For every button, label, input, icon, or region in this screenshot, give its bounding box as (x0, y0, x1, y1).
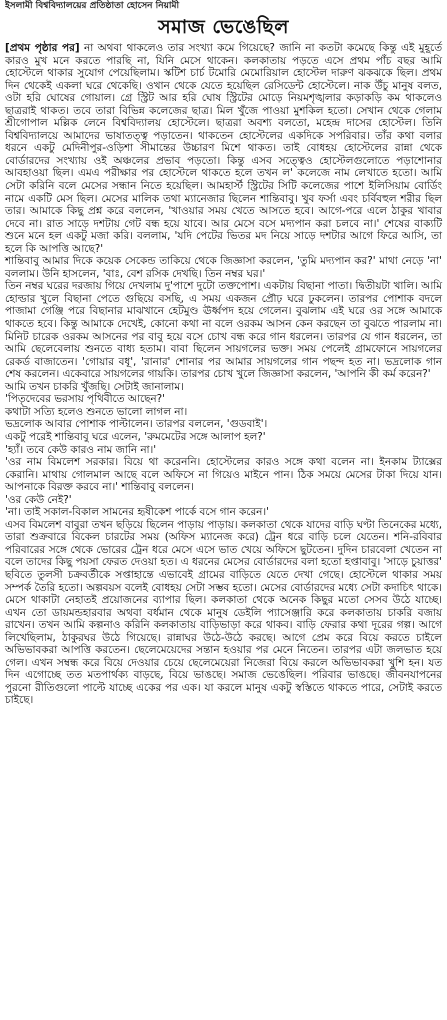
continuation-label: [প্রথম পৃষ্ঠার পর] (5, 42, 80, 54)
running-header: ইসলামী বিশ্ববিদ্যালয়ের প্রতিষ্ঠাতা হোসেন নিয়ামী (5, 1, 180, 11)
paragraph-4: আমি তখন চাকরি খুঁজছি। সেটাই জানালাম। (5, 380, 184, 393)
article-body (5, 42, 442, 707)
paragraph-12: 'না। তাই সকাল-বিকাল সামনের হৃষীকেশ পার্কে বসে গান করেন।' (5, 506, 269, 519)
paragraph-2: শান্তিবাবু আমার দিকে কয়েক সেকেন্ড তাকিয়ে থেকে জিজ্ঞাসা করলেন, 'তুমি মদ্যপান কর?' মাথা নেড়ে 'না' বললাম। উনি হাসলেন, 'বাঃ, বেশ রসিক দেখছি। তিন নম্বর ঘর।' (5, 255, 442, 280)
paragraph-3: তিন নম্বর ঘরের দরজায় গিয়ে দেখলাম দু'পাশে দুটো তক্তপোশ। একটায় বিছানা পাতা। দ্বিতীয়টা খালি। আমি হোল্ডার খুলে বিছানা পেতে গুছিয়ে বসছি, এ সময় একজন প্রৌঢ় ঘরে ঢুকলেন। তারপর পোশাক বদলে পাজামা গেঞ্জি পরে বিছানার মাঝখানে হেটমুণ্ড ঊর্ধ্বপদ হয়ে গেলেন। বুঝলাম এই ঘরে ওর সঙ্গে আমাকে থাকতে হবে। কিন্তু আমাকে দেখেই, কোনো কথা না বলে ওরকম আসন কেন করছেন তা বুঝতে পারলাম না। মিনিট চারেক ওরকম আসনের পর বাবু হয়ে বসে চোখ বন্ধ করে গান ধরলেন। তারপর যে গান ধরলেন, তা আমি ছেলেবেলায় শুনতে বাধ্য হতাম। বাবা ছিলেন সায়গলের ভক্ত। সময় পেলেই গ্রামফোনে সায়গলের রেকর্ড বাজাতেন। 'গোয়ার বধূ', 'রানার' শোনার পর আমার সায়গলের গান পছন্দ হত না। ভদ্রলোক গান শেষ করলেন। একেবারে সায়গলের গায়কি। তারপর চোখ খুলে জিজ্ঞাসা করলেন, 'আপনি কী কর্ম করেন?' (5, 280, 442, 381)
paragraph-10: 'ওর নাম বিমলেশ সরকার। বিয়ে থা করেননি। হোস্টেলের কারও সঙ্গে কথা বলেন না। ইনকাম ট্যাক্সের কেরানি। মাথায় গোলমাল আছে বলে অফিসে না গিয়েও মাইনে পান। ঠিক সময়ে মেসের টাকা দিয়ে যান। আপনাকে বিরক্ত করবে না।' শান্তিবাবু বললেন। (5, 456, 442, 494)
paragraph-9: 'হ্যাঁ। তবে কেউ কারও নাম জানি না।' (5, 443, 157, 456)
paragraph-13: এসব বিমলেশ বাবুরা তখন ছড়িয়ে ছিলেন পাড়ায় পাড়ায়। কলকাতা থেকে যাদের বাড়ি ঘণ্টা তিনেকের মধ্যে, তারা শুক্রবারে বিকেল চারটের সময় (অফিস ম্যানেজ করে) ট্রেন ধরে বাড়ি চলে যেতেন। শনি-রবিবার পরিবারের সঙ্গে থেকে ভোরের ট্রেন ধরে মেসে এসে ভাত খেয়ে অফিসে ছুটতেন। দুদিন চারবেলা খেতেন না বলে তাদের কিছু পয়সা ফেরত দেওয়া হত। এ ধরনের মেসের বোর্ডারদের বলা হতো হপ্তাবাবু। 'সাড়ে চুয়াত্তর' ছবিতে তুলসী চক্রবর্তীকে সপ্তাহান্তে এভাবেই গ্রামের বাড়িতে যেতে দেখা গেছে। হোস্টেলে থাকার সময় সম্পর্ক তৈরি হতো। অল্পবয়স বলেই বোধহয় সেটা সম্ভব হতো। মেসের বোর্ডারদের মধ্যে সেটা কদাচিৎ থাকে। মেসে থাকাটা নেহাতই প্রয়োজনের ব্যাপার ছিল। কলকাতা থেকে অনেক কিছুর মতো সেসব উঠে যাচ্ছে। এখন তো ডায়মন্ডহারবার অথবা বর্ধমান থেকে মানুষ ডেইলি প্যাসেঞ্জারি করে কলকাতায় চাকরি বজায় রাখেন। তখন আমি কল্পনাও করিনি কলকাতায় বাড়িভাড়া করে থাকব। বাড়ি ফেরার কথা দূরের গল্প। আগে লিখেছিলাম, ঠাকুরঘর উঠে গিয়েছে। রান্নাঘর উঠে-উঠে করছে। আগে প্রেম করে বিয়ে করতে চাইলে অভিভাবকরা আপত্তি করতেন। ছেলেমেয়েদের সন্তান হওয়ার পর মেনে নিতেন। তারপর এটা জলভাত হয়ে গেল। এখন সম্বন্ধ করে বিয়ে দেওয়ার চেয়ে ছেলেমেয়েরা নিজেরা বিয়ে করলে অভিভাবকরা খুশি হন। যত দিন এগোচ্ছে তত মতপার্থক্য বাড়ছে, বিয়ে ভাঙছে। সমাজ ভেঙেছিল। পরিবার ভাঙছে। জীবনযাপনের পুরনো রীতিগুলো পাল্টে যাচ্ছে একের পর এক। যা করলে মানুষ একটু স্বস্তিতে থাকতে পারে, সেটাই করতে চাইছে। (5, 518, 442, 707)
paragraph-6: কথাটা সত্যি হলেও শুনতে ভালো লাগল না। (5, 405, 188, 418)
paragraph-text: না অথবা থাকলেও তার সংখ্যা কমে গিয়েছে? জানি না কতটা কমেছে কিন্তু এই মুহূর্তে কারও মুখ মনে করতে পারছি না, যিনি মেসে থাকেন। কলকাতায় পড়তে এসে প্রথম পাঁচ বছর আমি হোস্টেলে থাকার সুযোগ পেয়েছিলাম। স্কটিশ চার্চ টমোরি মেমোরিয়াল হোস্টেল দারুণ ঝকঝকে ছিল। প্রথম দিন থেকেই একলা ঘরে থেকেছি। ওখান থেকে যেতে হয়েছিল রেসিডেন্ট হোস্টেলে। নাক উঁচু মানুষ বলত, ওটা হরি ঘোষের গোয়াল। গ্রে স্ট্রিট আর হরি ঘোষ স্ট্রিটের মোড়ে নিয়মশৃঙ্খলার কড়াকড়ি কম থাকলেও ছাত্ররাই থাকত। তবে তারা বিভিন্ন কলেজের ছাত্র। মিল খুঁজে পাওয়া মুশকিল হতো। সেখান থেকে গেলাম শ্রীগোপাল মল্লিক লেনে বিশ্ববিদ্যালয় হোস্টেলে। ছাত্ররা অবশ্য বলতো, মহেন্দ্র দাসের হোস্টেল। তিনি বিশ্ববিদ্যালয়ে আমাদের ভাষাতত্ত্ব পড়াতেন। থাকতেন হোস্টেলের একদিকে সপরিবার। তাঁর কথা বলার ধরনে একটু মেদিনীপুর-ওড়িশা সীমান্তের উচ্চারণ মিশে থাকত। তাই বোধহয় হোস্টেলের রান্না থেকে বোর্ডারদের সংখ্যায় ওই অঞ্চলের প্রভাব পড়তো। কিন্তু এসব সত্ত্বেও হোস্টেলগুলোতে পড়াশোনার আবহাওয়া ছিল। এমএ পরীক্ষার পর হোস্টেলে থাকতে হলে তখন ল' কলেজে নাম লেখাতে হতো। আমি সেটা করিনি বলে মেসের সন্ধান নিতে হয়েছিল। আমহার্স্ট স্ট্রিটের সিটি কলেজের পাশে ইলিসিয়াম বোর্ডিং নামে একটি মেস ছিল। মেসের মালিক তথা ম্যানেজার ছিলেন শান্তিবাবু। খুব ফর্সা এবং চর্বিবহুল শরীর ছিল তার। আমাকে কিছু প্রশ্ন করে বললেন, 'খাওয়ার সময় খেতে আসতে হবে। আগে-পরে এলে ঠাকুর খাবার দেবে না। রাত সাড়ে দশটায় গেট বন্ধ হয়ে যাবে। আর মেসে বসে মদ্যপান করা চলবে না।' শেষের বাক্যটি শুনে মনে হল একটু মজা করি। বললাম, 'যদি পেটের ভিতর মদ নিয়ে সাড়ে দশটার আগে ফিরে আসি, তা হলে কি আপত্তি আছে?' (5, 42, 442, 255)
paragraph-7: ভদ্রলোক আবার পোশাক পাল্টালেন। তারপর বললেন, 'গুডবাই'। (5, 418, 268, 431)
paragraph-8: একটু পরেই শান্তিবাবু ঘরে এলেন, 'রুমমেটের সঙ্গে আলাপ হল?' (5, 430, 266, 443)
article-headline: সমাজ ভেঙেছিল (158, 16, 289, 38)
paragraph-11: 'ওর কেউ নেই?' (5, 493, 72, 506)
paragraph-5: 'পিতৃদেবের ভরসায় পৃথিবীতে আছেন?' (5, 393, 165, 406)
paragraph-1 (5, 42, 442, 255)
